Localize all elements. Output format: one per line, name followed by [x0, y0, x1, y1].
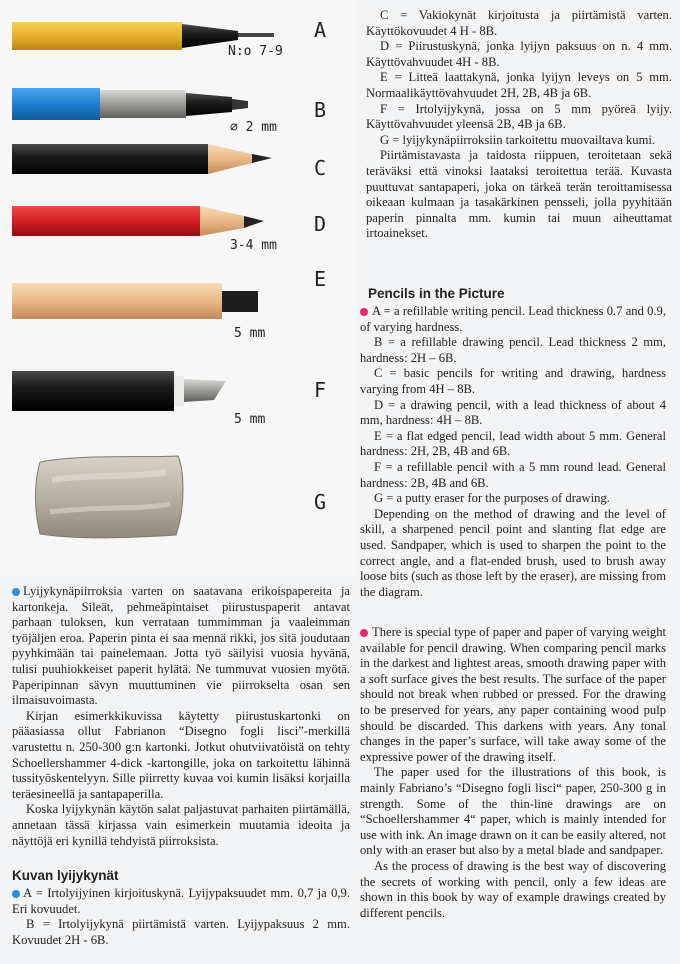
pencil-c [12, 144, 272, 174]
en-sharpening-para: Depending on the method of drawing and the level of skill, a sharpened pencil point and slanting flat edge are used. Sandpaper, which is used to sharpen the point to the correct angle, and a flat-ended brush, used to brush away loose bits (such as those left by the eraser), are missing from the diagram. [360, 506, 666, 599]
fi-items [366, 8, 672, 242]
left-intro-para-3: Koska lyijykynän käytön salat paljastuvat parhaiten piirtämällä, annetaan tässä kirjassa vain esimerkein muutamia ideoita ja näyttöjä eri kynillä tehdyistä piirroksista. [12, 802, 350, 848]
label-e: E [313, 267, 326, 291]
left-intro [12, 584, 350, 849]
en-item-g: G = a putty eraser for the purposes of drawing. [374, 491, 610, 506]
dim-e: 5 mm [234, 326, 266, 341]
left-items [12, 886, 350, 948]
right-column [360, 0, 676, 964]
label-d: D [313, 212, 326, 236]
label-g: G [313, 490, 326, 514]
fi-item-f: F = Irtolyijykynä, jossa on 5 mm pyöreä lyijy. Käyttövahvuudet yleensä 2B, 4B ja 6B. [366, 101, 672, 132]
dim-d: 3-4 mm [230, 238, 277, 253]
en-paper-para-3: As the process of drawing is the best way of discovering the secrets of working with pencil, only a few ideas are shown in this book by way of example drawings created by different pencils. [360, 858, 666, 920]
dim-f: 5 mm [234, 412, 266, 427]
bullet-dot [12, 588, 20, 596]
fi-item-d: D = Piirustuskynä, jonka lyijyn paksuus on n. 4 mm. Käyttövahvuudet 4H - 8B. [366, 39, 672, 69]
pencils-illustration [0, 0, 356, 575]
heading-pencils-in-picture: Pencils in the Picture [368, 286, 505, 301]
en-items [360, 304, 666, 600]
label-b: B [313, 98, 326, 122]
bullet-dot [12, 890, 20, 898]
en-item-e: E = a flat edged pencil, lead width about 5 mm. General hardness: 2H, 2B, 4B and 6B. [360, 428, 666, 459]
en-paper-para-2: The paper used for the illustrations of this book, is mainly Fabriano’s “Disegno fogli lisci“ paper, 250-300 g in strength. Some of the thin-line drawings are on “Schoellershammer 4“ paper, which is mainly intended for use with ink. An image drawn on it can be easily altered, not only with an eraser but also by a metal blade and sandpaper. [360, 765, 666, 858]
pencil-b [12, 88, 248, 120]
fi-item-b: B = Irtolyijykynä piirtämistä varten. Lyijypaksuus 2 mm. Kovuudet 2H - 6B. [12, 917, 350, 947]
pencils-figure [0, 0, 356, 575]
fi-item-g: G = lyijykynäpiirroksiin tarkoitettu muovailtava kumi. [380, 132, 656, 147]
en-paper-text [360, 625, 666, 921]
en-item-c: C = basic pencils for writing and drawing, hardness varying from 4H – 8B. [360, 366, 666, 396]
en-item-a: A = a refillable writing pencil. Lead thickness 0.7 and 0.9, of varying hardness. [360, 304, 666, 334]
en-paper-para-1: There is special type of paper and paper of varying weight available for pencil drawing. When comparing pencil marks in the darkest and lightest areas, smooth drawing paper with a soft surface gives the best results. The surface of the paper should not break when rubbed or pressed. For the drawing to be preserved for years, any paper containing wood pulp should be discarded. This darkens with years. Any tonal changes in the paper’s surface, will take away some of the expressive power of the drawing itself. [360, 625, 666, 764]
pencil-f [12, 371, 226, 411]
label-c: C [313, 156, 326, 180]
fi-item-c: C = Vakiokynät kirjoitusta ja piirtämistä varten. Käyttökovuudet 4 H - 8B. [366, 8, 672, 38]
en-item-b: B = a refillable drawing pencil. Lead thickness 2 mm, hardness: 2H – 6B. [360, 335, 666, 365]
label-a: A [313, 18, 326, 42]
dim-a: N:o 7-9 [228, 44, 283, 59]
fi-item-e: E = Litteä laattakynä, jonka lyijyn leveys on 5 mm. Normaalikäyttövahvuudet 2H, 2B, 4B ja 6B. [366, 70, 672, 100]
bullet-dot [360, 629, 368, 637]
label-f: F [313, 378, 326, 402]
en-item-d: D = a drawing pencil, with a lead thickness of about 4 mm, hardness: 4H – 8B. [360, 397, 666, 428]
pencil-e [12, 283, 258, 319]
left-intro-para-1: Lyijykynäpiirroksia varten on saatavana erikoispapereita ja kartonkeja. Sileät, pehmeäpintaiset piirustuspaperit antavat parhaan tuloksen, kun verrataan tummimman ja vaaleimman työjäljen eroa. Paperin pinta ei saa mennä rikki, jos sitä joudutaan pyyhkimään tai painelemaan. Jotta työ säilyisi vuosia hyvänä, tulisi puuhiokkeiset paperit hylätä. Ne tummuvat vuosien myötä. Paperipinnan sävyn muuttuminen vie piirrokselta osan sen ilmaisuvoimasta. [12, 584, 350, 708]
fi-sharpening-para: Piirtämistavasta ja taidosta riippuen, teroitetaan sekä teräväksi että vinoksi laataksi teroitettua terää. Kuvasta puuttuvat santapaperi, joka on tärkeä terän teroittamisessa oikeaan kulmaan ja tasakärkinen pensseli, jolla pyyhitään paperin pinnalta mm. kumin tai muun aiheuttamat irtoainekset. [366, 148, 672, 241]
pencil-d [12, 206, 264, 236]
dim-b: ⌀ 2 mm [230, 120, 277, 135]
heading-kuvan-lyijykynat: Kuvan lyijykynät [12, 868, 119, 883]
left-intro-para-2: Kirjan esimerkkikuvissa käytetty piirustuskartonki on pääasiassa ollut Fabrianon “Disegno fogli lisci”-merkillä varustettu n. 250-300 g:n kartonki. Jotkut ohutviivatöistä on tehty Schoellershammer 4-dick -kartongille, joka on tarkoitettu lähinnä tussityöskentelyyn. Sille piirretty kuvaa voi kumin lisäksi korjailla teräesineellä ja santapaperilla. [12, 708, 350, 801]
bullet-dot [360, 308, 368, 316]
en-item-f: F = a refillable pencil with a 5 mm round lead. General hardness: 2B, 4B and 6B. [360, 459, 666, 490]
fi-item-a: A = Irtolyijyinen kirjoituskynä. Lyijypaksuudet mm. 0,7 ja 0,9. Eri kovuudet. [12, 886, 350, 916]
putty-eraser [36, 456, 184, 538]
